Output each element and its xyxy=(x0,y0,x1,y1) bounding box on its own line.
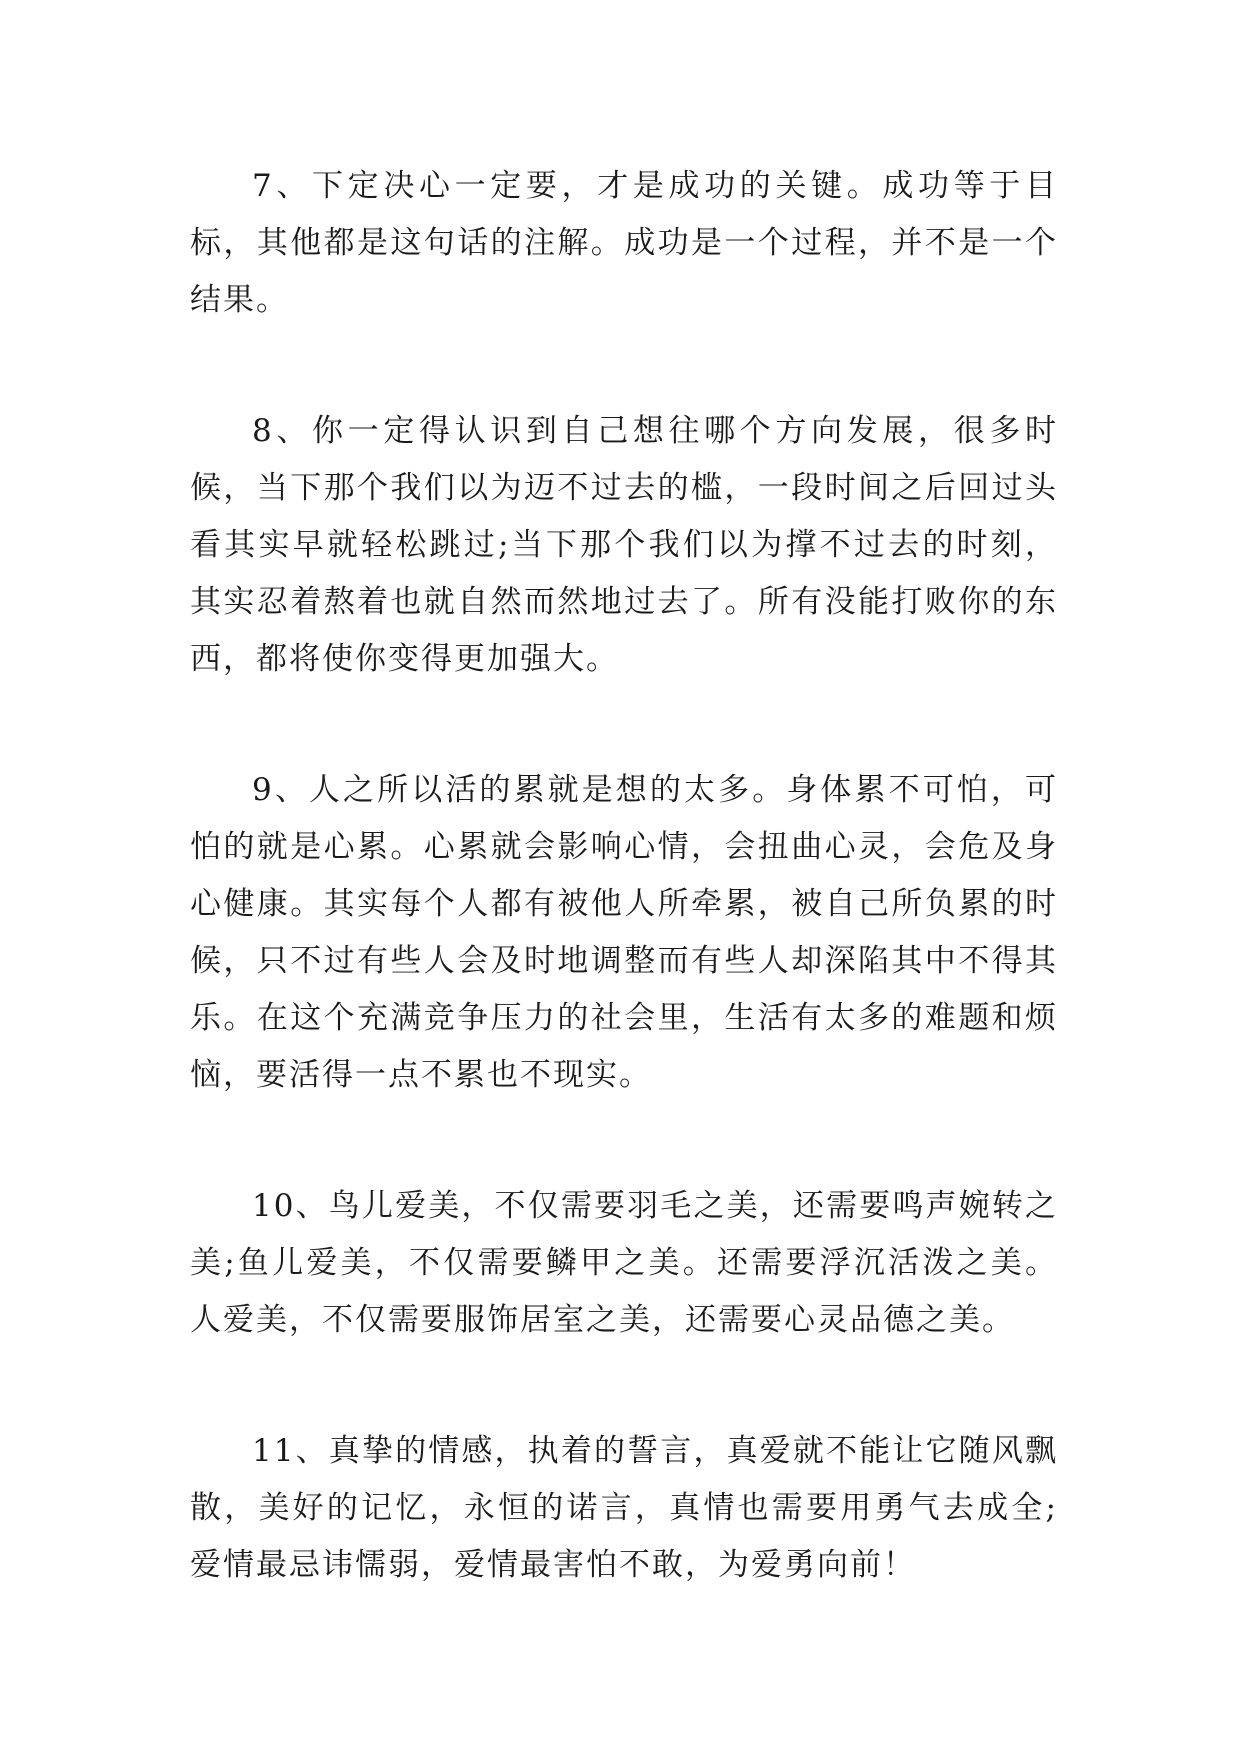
paragraph-10: 10、鸟儿爱美，不仅需要羽毛之美，还需要鸣声婉转之美;鱼儿爱美，不仅需要鳞甲之美。还需要浮沉活泼之美。人爱美，不仅需要服饰居室之美，还需要心灵品德之美。 xyxy=(190,1188,1058,1338)
document-body xyxy=(190,158,1058,1668)
paragraph-7: 7、下定决心一定要，才是成功的关键。成功等于目标，其他都是这句话的注解。成功是一个过程，并不是一个结果。 xyxy=(190,168,1058,318)
paragraph-9: 9、人之所以活的累就是想的太多。身体累不可怕，可怕的就是心累。心累就会影响心情，会扭曲心灵，会危及身心健康。其实每个人都有被他人所牵累，被自己所负累的时候，只不过有些人会及时地调整而有些人却深陷其中不得其乐。在这个充满竞争压力的社会里，生活有太多的难题和烦恼，要活得一点不累也不现实。 xyxy=(190,772,1058,1093)
paragraph-8: 8、你一定得认识到自己想往哪个方向发展，很多时候，当下那个我们以为迈不过去的槛，一段时间之后回过头看其实早就轻松跳过;当下那个我们以为撑不过去的时刻，其实忍着熬着也就自然而然地过去了。所有没能打败你的东西，都将使你变得更加强大。 xyxy=(190,413,1058,677)
paragraph-11: 11、真挚的情感，执着的誓言，真爱就不能让它随风飘散，美好的记忆，永恒的诺言，真情也需要用勇气去成全;爱情最忌讳懦弱，爱情最害怕不敢，为爱勇向前！ xyxy=(190,1433,1058,1583)
